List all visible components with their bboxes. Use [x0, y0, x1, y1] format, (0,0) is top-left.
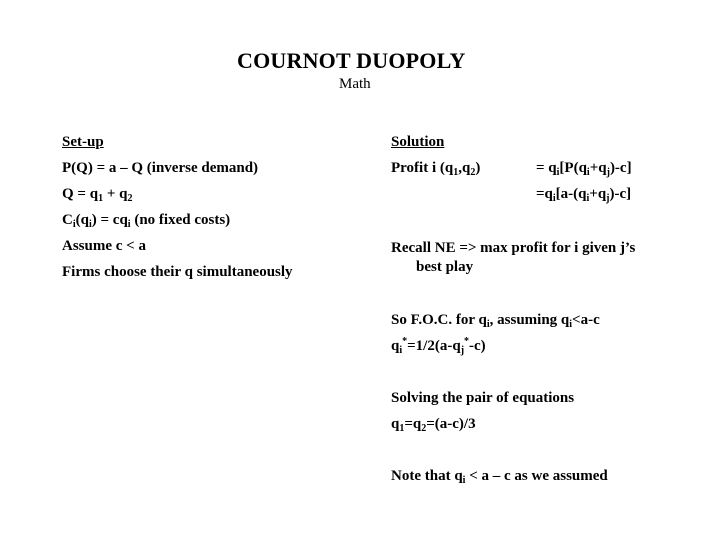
solution-best-response: $q_i^*=1/2(a-q_j^*-c)$ — [391, 336, 486, 356]
solution-profit-eq2: $=q_i[a-(q_i+q_j)-c]$ — [536, 186, 632, 204]
solution-recall-line1: Recall NE => max profit for i given j’s — [391, 240, 636, 256]
setup-inverse-demand: P(Q) = a – Q (inverse demand) — [62, 160, 259, 176]
solution-solving: Solving the pair of equations — [391, 390, 575, 406]
solution-result: $q_1=q_2=(a-c)/3$ — [391, 416, 476, 434]
setup-heading: Set-up — [62, 134, 104, 150]
setup-simultaneous: Firms choose their q simultaneously — [62, 264, 293, 280]
setup-total-quantity: $Q = q_1 + q_2$ — [62, 186, 133, 204]
slide-subtitle: Math — [339, 76, 371, 92]
solution-profit-eq1: = $q_i[P(q_i+q_j)-c]$ — [536, 160, 632, 178]
setup-assumption: Assume c < a — [62, 238, 146, 254]
setup-cost-function: $C_i(q_i) = cq_i$ (no fixed costs) — [62, 212, 231, 230]
solution-profit-label: Profit i $(q_1,q_2)$ — [391, 160, 481, 178]
solution-heading: Solution — [391, 134, 445, 150]
solution-note: Note that $q_i < a - c$ as we assumed — [391, 468, 608, 486]
solution-recall-line2: best play — [416, 259, 474, 275]
slide-title: COURNOT DUOPOLY — [237, 48, 466, 73]
solution-foc: So F.O.C. for $q_i$, assuming $q_i<a-c$ — [391, 312, 600, 330]
